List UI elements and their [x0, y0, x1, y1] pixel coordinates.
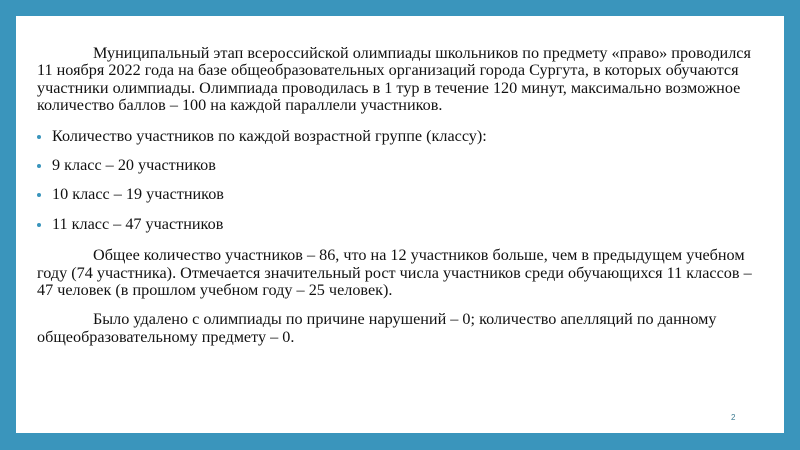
bullet-item [37, 157, 757, 174]
bullet-icon [37, 164, 41, 168]
page-number: 2 [731, 413, 736, 422]
slide [16, 16, 784, 433]
bullet-item [37, 128, 757, 145]
bullet-icon [37, 135, 41, 139]
slide-content [37, 45, 757, 358]
bullet-text: Количество участников по каждой возрастной группе (классу): [52, 126, 487, 145]
violations-paragraph: Было удалено с олимпиады по причине нарушений – 0; количество апелляций по данному общеобразовательному предмету – 0. [37, 310, 717, 346]
bullet-text: 9 класс – 20 участников [52, 156, 216, 175]
bullet-item [37, 216, 757, 233]
bullet-text: 10 класс – 19 участников [52, 185, 224, 204]
bullet-text: 11 класс – 47 участников [52, 214, 224, 233]
bullet-icon [37, 223, 41, 227]
intro-paragraph: Муниципальный этап всероссийской олимпиады школьников по предмету «право» проводился 11 ноября 2022 года на базе общеобразовательных организаций города Сургута, в которых обучаются участники олимпиады. Олимпиада проводилась в 1 тур в течение 120 минут, максимально возможное количество баллов – 100 на каждой параллели участников. [37, 44, 751, 115]
bullet-icon [37, 193, 41, 197]
total-paragraph: Общее количество участников – 86, что на 12 участников больше, чем в предыдущем учебном году (74 участника). Отмечается значительный рост числа участников среди обучающихся 11 классов – 47 человек (в прошлом учебном году – 25 человек). [37, 246, 752, 300]
bullet-item [37, 186, 757, 203]
